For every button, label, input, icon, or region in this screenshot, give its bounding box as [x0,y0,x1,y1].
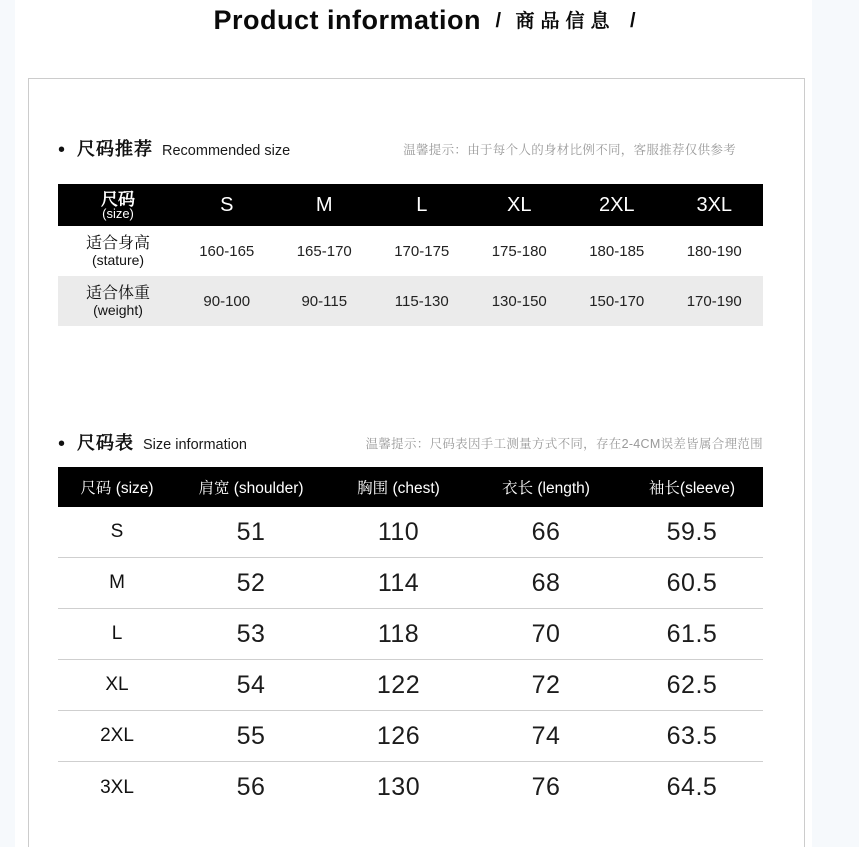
right-edge-strip [812,0,859,847]
left-edge-strip [0,0,15,847]
weight-cell: 150-170 [589,292,645,310]
bullet-icon: • [58,433,66,455]
length-cell: 76 [531,773,561,801]
length-cell: 68 [531,568,561,597]
recommended-size-table [58,184,763,326]
header-cell-s: S [220,193,234,216]
weight-cell: 115-130 [394,292,449,310]
weight-cell: 170-190 [686,292,742,310]
header-cell-size [58,191,178,220]
length-cell: 72 [531,670,561,699]
header-cell-2xl: 2XL [598,193,635,216]
shoulder-cell: 51 [236,517,266,546]
sleeve-cell: 60.5 [666,568,718,597]
section-size-information-header [58,429,763,455]
recommend-tip-text: 温馨提示：由于每个人的身材比例不同，客服推荐仅供参考 [403,143,736,157]
stature-cell: 160-165 [199,242,255,260]
size-tip-text: 温馨提示：尺码表因手工测量方式不同，存在2-4CM误差皆属合理范围 [365,437,763,451]
shoulder-cell: 56 [236,773,266,801]
size-cell: M [109,572,125,593]
row-label-weight [58,285,178,317]
size-cell: S [110,521,124,542]
shoulder-cell: 53 [236,619,266,648]
weight-cell: 130-150 [491,292,547,310]
header-size-sub: (size) [102,205,134,221]
table-row-s [58,507,763,558]
shoulder-cell: 54 [236,670,266,699]
sleeve-cell: 63.5 [666,721,718,750]
chest-cell: 126 [376,721,421,750]
header-cell-xl: XL [507,193,532,216]
table-row-l [58,609,763,660]
table-row-stature [58,226,763,276]
section-recommended-size-header [58,135,763,161]
header-length: 衣长 (length) [502,480,590,497]
section-title-zh: 尺码表 [77,433,135,453]
header-sleeve: 袖长(sleeve) [648,480,736,497]
bullet-icon: • [58,139,66,161]
sleeve-cell: 64.5 [666,773,718,801]
page-title-english: Product information [213,5,481,35]
page-title-chinese: 商品信息 [515,11,616,32]
chest-cell: 130 [376,773,421,801]
chest-cell: 110 [377,517,420,546]
length-cell: 66 [531,517,561,546]
weight-cell: 90-115 [301,292,348,310]
table-row-weight [58,276,763,326]
header-cell-l: L [416,193,428,216]
header-shoulder: 肩宽 (shoulder) [198,480,304,497]
chest-cell: 114 [377,568,420,597]
size-information-table [58,467,763,813]
recommended-size-table-header [58,184,763,226]
stature-cell: 165-170 [296,242,352,260]
header-chest: 胸围 (chest) [357,480,440,497]
shoulder-cell: 55 [236,721,266,750]
row-label-zh: 适合体重 [85,285,150,302]
table-row-m [58,558,763,609]
title-slash-right: / [629,10,636,32]
stature-cell: 175-180 [491,242,547,260]
chest-cell: 122 [376,670,421,699]
header-cell-3xl: 3XL [696,193,733,216]
sleeve-cell: 62.5 [666,670,718,699]
row-label-sub: (stature) [91,252,145,268]
sleeve-cell: 61.5 [666,619,718,648]
size-table-header [58,467,763,507]
chest-cell: 118 [377,619,420,648]
stature-cell: 180-190 [686,242,742,260]
row-label-zh: 适合身高 [85,235,150,252]
stature-cell: 180-185 [589,242,645,260]
shoulder-cell: 52 [236,568,266,597]
page-title [0,5,859,36]
content-panel [28,78,805,847]
table-row-2xl [58,711,763,762]
header-size-zh: 尺码 [101,189,135,209]
table-row-xl [58,660,763,711]
size-cell: L [111,623,123,644]
header-size: 尺码 (size) [80,480,154,497]
section-title-zh: 尺码推荐 [77,139,154,159]
header-cell-m: M [315,193,333,216]
row-label-sub: (weight) [93,302,143,318]
stature-cell: 170-175 [394,242,450,260]
length-cell: 74 [531,721,561,750]
length-cell: 70 [531,619,561,648]
size-cell: XL [105,674,129,695]
table-row-3xl [58,762,763,813]
section-title-en: Recommended size [162,143,291,159]
title-slash-left: / [495,10,502,32]
sleeve-cell: 59.5 [666,517,718,546]
weight-cell: 90-100 [203,292,251,310]
size-cell: 2XL [100,725,134,746]
row-label-stature [58,235,178,267]
section-title-en: Size information [143,437,247,453]
size-cell: 3XL [100,776,134,798]
